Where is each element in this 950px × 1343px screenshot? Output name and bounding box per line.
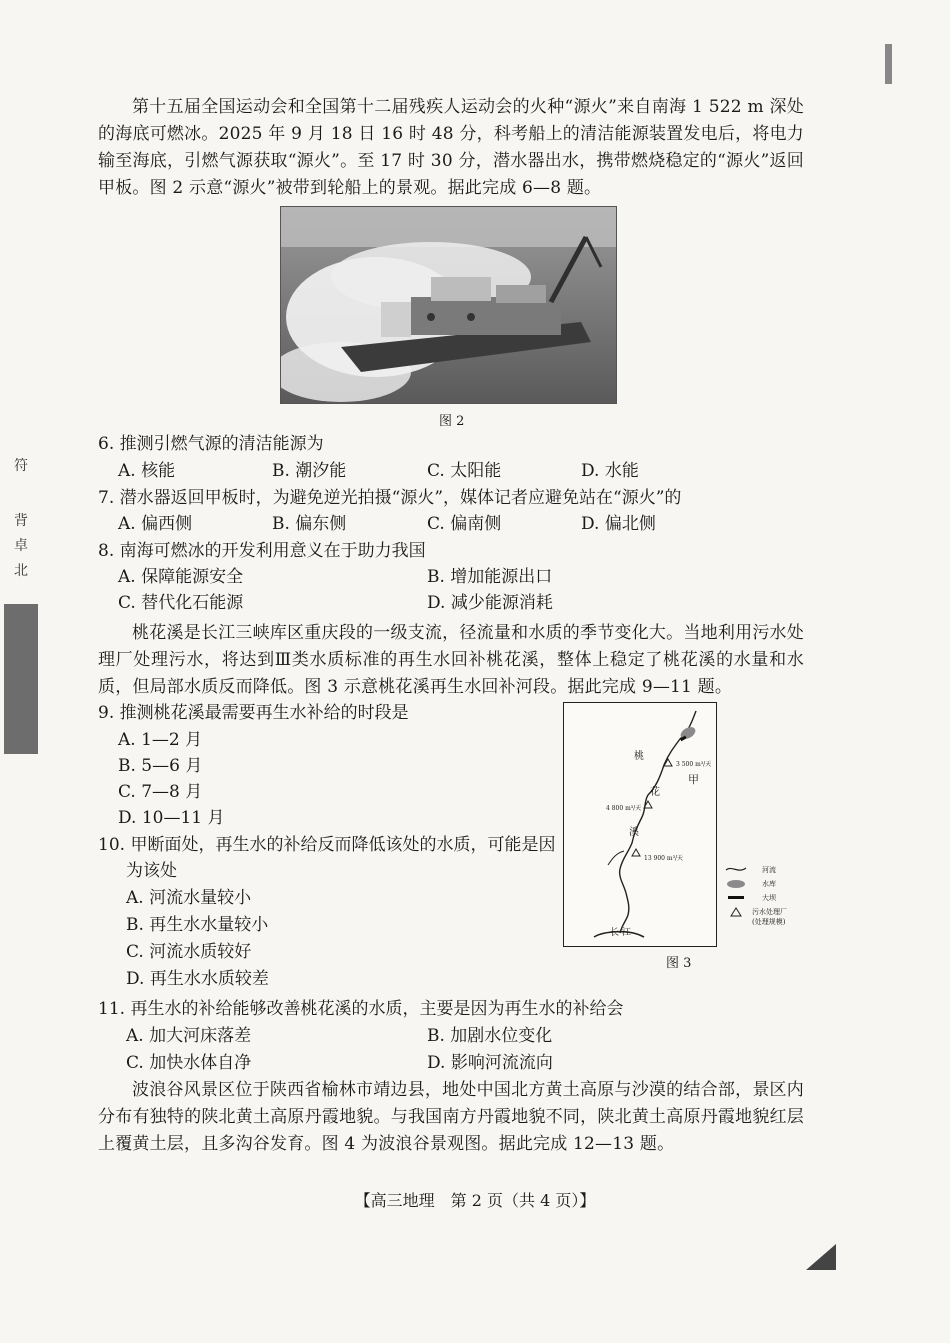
intro-paragraph-12-13: 波浪谷风景区位于陕西省榆林市靖边县，地处中国北方黄土高原与沙漠的结合部，景区内分布有独特的陕北黄土高原丹霞地貌。与我国南方丹霞地貌不同，陕北黄土高原丹霞地貌红层上覆黄土层，且多沟谷发育。图 4 为波浪谷景观图。据此完成 12—13 题。 (98, 1080, 804, 1154)
q10-option-c[interactable]: C. 河流水质较好 (126, 942, 252, 962)
scan-edge-mark (885, 44, 892, 84)
question-9: 9. 推测桃花溪最需要再生水补给的时段是 (98, 703, 409, 723)
binding-strip (4, 604, 38, 754)
q9-option-d[interactable]: D. 10—11 月 (118, 808, 225, 828)
q9-option-a[interactable]: A. 1—2 月 (118, 730, 203, 750)
map-label-tao: 桃 (634, 751, 644, 762)
q8-option-a[interactable]: A. 保障能源安全 (118, 567, 244, 587)
margin-char: 符 (14, 458, 28, 474)
legend-dam: 大坝 (762, 894, 776, 902)
question-10-cont: 为该处 (126, 861, 177, 881)
flow-label-3: 13 900 m³/天 (644, 855, 684, 862)
question-7: 7. 潜水器返回甲板时，为避免逆光拍摄“源火”，媒体记者应避免站在“源火”的 (98, 488, 682, 508)
q7-option-d[interactable]: D. 偏北侧 (581, 514, 656, 534)
q9-option-c[interactable]: C. 7—8 月 (118, 782, 203, 802)
q6-option-c[interactable]: C. 太阳能 (427, 461, 502, 481)
margin-char: 卓 (14, 538, 28, 554)
question-6: 6. 推测引燃气源的清洁能源为 (98, 434, 324, 454)
fig2-caption: 图 2 (439, 414, 465, 429)
q8-option-c[interactable]: C. 替代化石能源 (118, 593, 244, 613)
q7-option-c[interactable]: C. 偏南侧 (427, 514, 502, 534)
q7-option-b[interactable]: B. 偏东侧 (272, 514, 347, 534)
margin-char: 北 (14, 563, 28, 579)
question-10: 10. 甲断面处，再生水的补给反而降低该处的水质，可能是因 (98, 835, 556, 855)
q11-option-d[interactable]: D. 影响河流流向 (427, 1053, 553, 1073)
map-label-yangtze: 长 江 (610, 928, 631, 938)
legend-plant-scale: (处理规模) (752, 918, 786, 926)
legend-river: 河流 (762, 866, 776, 874)
q11-option-c[interactable]: C. 加快水体自净 (126, 1053, 252, 1073)
corner-mark (806, 1244, 836, 1270)
river-map (564, 703, 716, 946)
q6-option-a[interactable]: A. 核能 (118, 461, 176, 481)
q10-option-b[interactable]: B. 再生水水量较小 (126, 915, 269, 935)
flow-label-1: 3 500 m³/天 (676, 761, 712, 768)
q11-option-b[interactable]: B. 加剧水位变化 (427, 1026, 553, 1046)
q7-option-a[interactable]: A. 偏西侧 (118, 514, 193, 534)
fig3-map (563, 702, 717, 947)
question-11: 11. 再生水的补给能够改善桃花溪的水质，主要是因为再生水的补给会 (98, 999, 624, 1019)
map-label-xi: 溪 (629, 827, 639, 838)
fig2-ship-photo (280, 206, 617, 404)
q11-option-a[interactable]: A. 加大河床落差 (126, 1026, 252, 1046)
q10-option-d[interactable]: D. 再生水水质较差 (126, 969, 269, 989)
q10-option-a[interactable]: A. 河流水量较小 (126, 888, 252, 908)
page-footer: 【高三地理 第 2 页（共 4 页）】 (354, 1191, 596, 1210)
q6-option-d[interactable]: D. 水能 (581, 461, 639, 481)
q9-option-b[interactable]: B. 5—6 月 (118, 756, 203, 776)
q8-option-d[interactable]: D. 减少能源消耗 (427, 593, 553, 613)
legend-reservoir: 水库 (762, 880, 776, 888)
q8-option-b[interactable]: B. 增加能源出口 (427, 567, 553, 587)
q6-option-b[interactable]: B. 潮汐能 (272, 461, 347, 481)
flow-label-2: 4 800 m³/天 (606, 805, 642, 812)
map-label-jia: 甲 (688, 773, 699, 786)
fig3-caption: 图 3 (666, 956, 692, 971)
legend-plant: 污水处理厂 (752, 908, 787, 916)
fig3-legend (722, 862, 832, 942)
map-label-hua: 花 (650, 787, 660, 798)
question-8: 8. 南海可燃冰的开发利用意义在于助力我国 (98, 541, 426, 561)
margin-char: 背 (14, 513, 28, 529)
treatment-plant-triangle-3 (632, 849, 640, 856)
taohua-river-line (620, 711, 696, 933)
ship-photo-illustration (281, 207, 616, 403)
legend-symbols (722, 862, 832, 942)
intro-paragraph-9-11: 桃花溪是长江三峡库区重庆段的一级支流，径流量和水质的季节变化大。当地利用污水处理厂处理污水，将达到Ⅲ类水质标准的再生水回补桃花溪，整体上稳定了桃花溪的水量和水质，但局部水质反而降低。图 3 示意桃花溪再生水回补河段。据此完成 9—11 题。 (98, 623, 804, 697)
intro-paragraph-6-8: 第十五届全国运动会和全国第十二届残疾人运动会的火种“源火”来自南海 1 522 m 深处的海底可燃冰。2025 年 9 月 18 日 16 时 48 分，科考船上的清洁能源装置发电后，将电力输至海底，引燃气源获取“源火”。至 17 时 30 分，潜水器出水，携带燃烧稳定的“源火”返回甲板。图 2 示意“源火”被带到轮船上的景观。据此完成 6—8 题。 (98, 97, 804, 198)
